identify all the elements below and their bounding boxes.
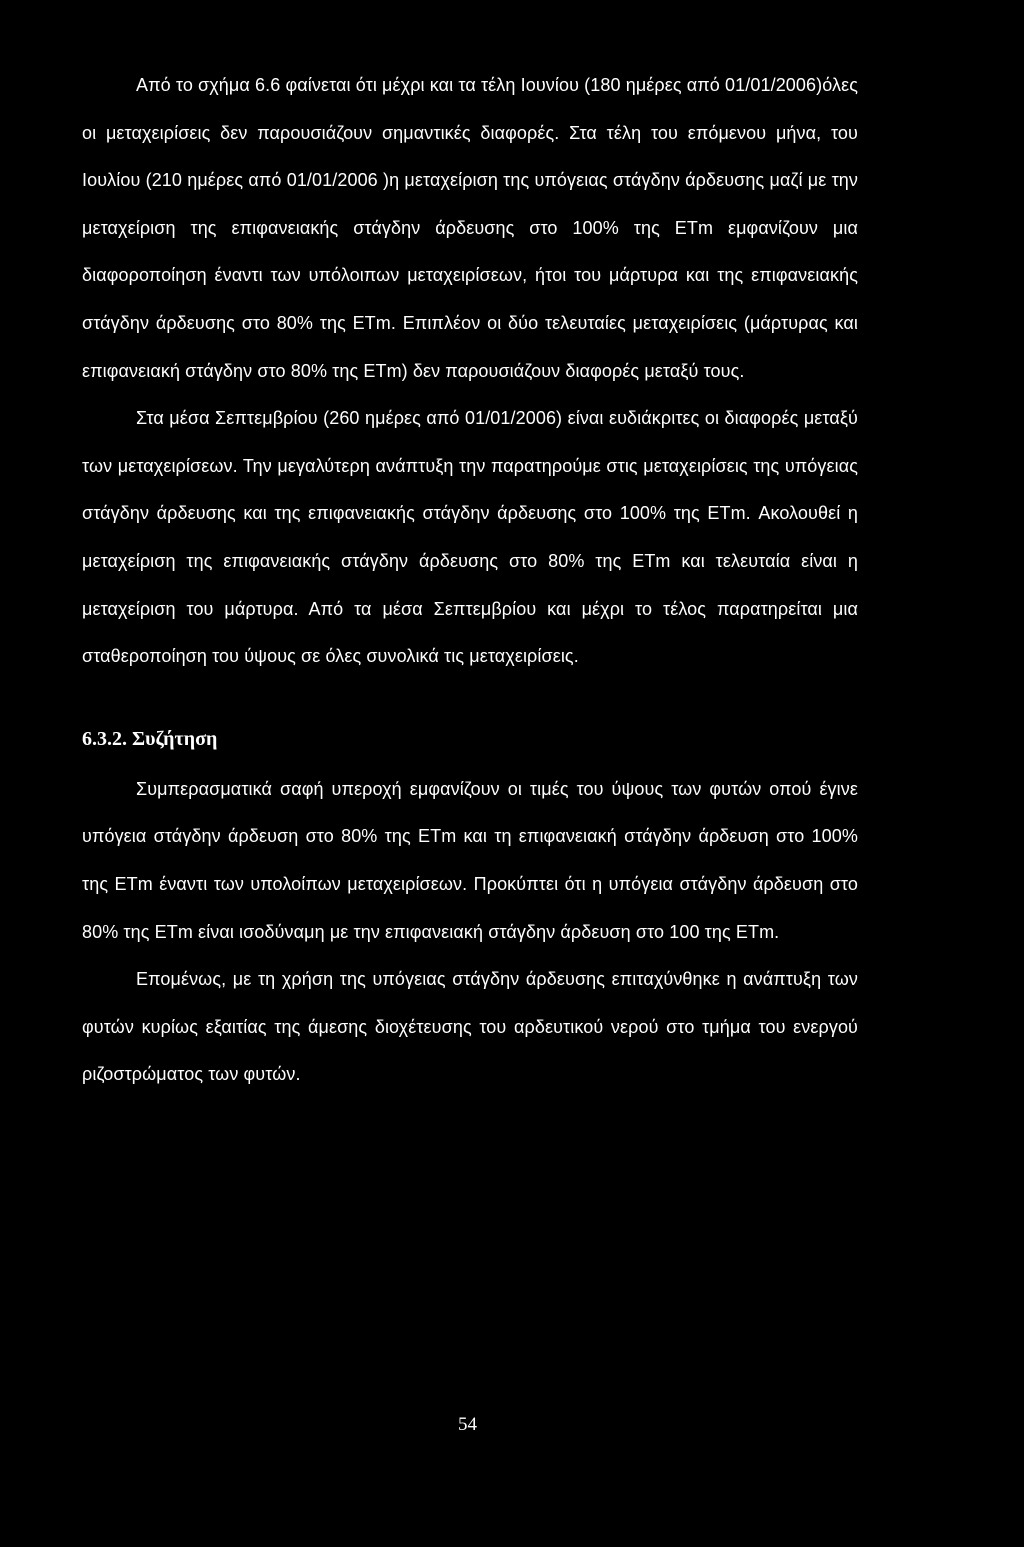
section-heading-discussion: 6.3.2. Συζήτηση	[82, 727, 218, 750]
page-number: 54	[458, 1414, 477, 1435]
paragraph-therefore: Επομένως, με τη χρήση της υπόγειας στάγδην άρδευσης επιταχύνθηκε η ανάπτυξη των φυτών κυρίως εξαιτίας της άμεσης διοχέτευσης του αρδευτικού νερού στο τμήμα του ενεργού ριζοστρώματος των φυτών.	[82, 969, 858, 1085]
paragraph-conclusion: Συμπερασματικά σαφή υπεροχή εμφανίζουν οι τιμές του ύψους των φυτών οπού έγινε υπόγεια στάγδην άρδευση στο 80% της ETm και τη επιφανειακή στάγδην άρδευση στο 100% της ETm έναντι των υπολοίπων μεταχειρίσεων. Προκύπτει ότι η υπόγεια στάγδην άρδευση στο 80% της ETm είναι ισοδύναμη με την επιφανειακή στάγδην άρδευση στο 100 της ETm.	[82, 778, 858, 942]
document-body	[82, 62, 858, 1099]
paragraph-september: Στα μέσα Σεπτεμβρίου (260 ημέρες από 01/01/2006) είναι ευδιάκριτες οι διαφορές μεταξύ των μεταχειρίσεων. Την μεγαλύτερη ανάπτυξη την παρατηρούμε στις μεταχειρίσεις της υπόγειας στάγδην άρδευσης και της επιφανειακής στάγδην άρδευσης στο 100% της ETm. Ακολουθεί η μεταχείριση της επιφανειακής στάγδην άρδευσης στο 80% της ETm και τελευταία είναι η μεταχείριση του μάρτυρα. Από τα μέσα Σεπτεμβρίου και μέχρι το τέλος παρατηρείται μια σταθεροποίηση του ύψους σε όλες συνολικά τις μεταχειρίσεις.	[82, 408, 858, 667]
paragraph-figure-6-6: Από το σχήμα 6.6 φαίνεται ότι μέχρι και τα τέλη Ιουνίου (180 ημέρες από 01/01/2006)όλες οι μεταχειρίσεις δεν παρουσιάζουν σημαντικές διαφορές. Στα τέλη του επόμενου μήνα, του Ιουλίου (210 ημέρες από 01/01/2006 )η μεταχείριση της υπόγειας στάγδην άρδευσης μαζί με την μεταχείριση της επιφανειακής στάγδην άρδευσης στο 100% της ETm εμφανίζουν μια διαφοροποίηση έναντι των υπόλοιπων μεταχειρίσεων, ήτοι του μάρτυρα και της επιφανειακής στάγδην άρδευσης στο 80% της ETm. Επιπλέον οι δύο τελευταίες μεταχειρίσεις (μάρτυρας και επιφανειακή στάγδην στο 80% της ETm) δεν παρουσιάζουν διαφορές μεταξύ τους.	[82, 75, 858, 381]
